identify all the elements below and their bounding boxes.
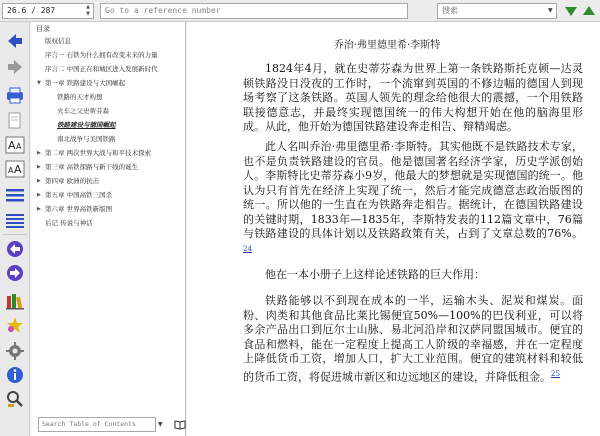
toc-item-label: 铁路建设与德国崛起 [57,121,116,129]
bookmark-icon[interactable] [4,314,26,336]
svg-text:A: A [8,139,16,152]
open-book-icon[interactable] [174,418,186,430]
toc-heading: 目录 [36,25,50,33]
paragraph-text: 他在一本小册子上这样论述铁路的巨大作用： [265,268,485,281]
forward-arrow-icon[interactable] [4,56,26,78]
footnote-link[interactable]: 25 [551,369,560,378]
footnote-link[interactable]: 24 [243,244,252,253]
reference-input[interactable]: Go to a reference number [100,3,408,19]
previous-chapter-icon[interactable] [4,238,26,260]
collapse-icon[interactable]: ▼ [37,80,41,86]
expand-icon[interactable]: ▶ [37,192,41,198]
toc-item-label: 第一章 铁路建设与大国崛起 [45,79,126,87]
toc-item[interactable] [31,216,186,230]
paragraph [243,268,583,283]
back-arrow-icon[interactable] [4,30,26,52]
next-match-icon[interactable] [564,4,578,18]
expand-icon[interactable]: ▶ [37,178,41,184]
reading-pane [187,22,600,436]
justify-icon[interactable] [4,210,26,232]
expand-icon[interactable]: ▶ [37,164,41,170]
toc-item-label: 第六章 世界高铁新版图 [45,205,113,213]
search-dropdown-icon[interactable]: ▼ [548,7,553,14]
toc-item[interactable] [31,118,186,132]
toc-item-label: 第四章 欧洲的抗击 [45,177,100,185]
toc-item[interactable] [31,132,186,146]
font-increase-icon[interactable] [4,134,26,156]
expand-icon[interactable]: ▶ [37,150,41,156]
toc-item[interactable] [31,174,186,188]
paragraph [243,140,583,260]
toc-item-label: 南北战争与美国铁路 [57,135,116,143]
toc-item[interactable] [31,146,186,160]
info-icon[interactable] [4,364,26,386]
table-of-contents-panel [31,22,186,436]
section-title: 乔治·弗里德里希·李斯特 [333,40,441,51]
print-icon[interactable] [4,84,26,106]
expand-icon[interactable]: ▶ [37,206,41,212]
toc-item-label: 序言一 石铁为什么拥有改变未来的力量 [45,51,158,59]
toc-item[interactable] [31,160,186,174]
font-decrease-icon[interactable] [4,158,26,180]
side-toolbar [0,22,30,436]
toc-item-label: 第三章 高铁探路与新干线的诞生 [45,163,139,171]
toc-search-input[interactable]: Search Table of Contents [38,417,156,432]
toc-item-label: 第五章 中国高铁三国杀 [45,191,113,199]
toc-list [31,34,186,230]
previous-match-icon[interactable] [582,4,596,18]
next-chapter-icon[interactable] [4,262,26,284]
paragraph-text: 此人名叫乔治·弗里德里希·李斯特。其实他既不是铁路技术专家，也不是负责铁路建设的官员。他是德国著名经济学家，历史学派创始人。李斯特比史蒂芬森小9岁，他最大的梦想就是实现德国的统一。他认为只有首先在经济上实现了统一，然后才能完成德意志政治版图的统一。所以他的一生直在为铁路奔走相告。据统计，在德国铁路建设的关键时期，1833年—1835年，李斯特发表的112篇文章中，76篇与铁路建设的具体计划以及铁路政策有关，占到了文章总数的76%。 [243,140,583,240]
top-toolbar [0,0,600,22]
toc-item[interactable] [31,90,186,104]
settings-icon[interactable] [4,340,26,362]
toc-item-label: 第二章 两次世界大战与和平技术探索 [45,149,152,157]
svg-text:A: A [14,163,22,176]
svg-text:A: A [8,166,14,175]
toc-item[interactable] [31,76,186,90]
toc-item-label: 版权信息 [45,37,71,45]
paragraph-text: 铁路能够以不到现在成本的一半，运输木头、泥炭和煤炭。面粉、肉类和其他食品比莱比锡便宜50%—100%的巴伐利亚，可以将多余产品出口到厄尔士山脉、易北河沿岸和汉萨同盟国城市。便宜的食品和燃料，能在一定程度上提高工人阶级的幸福感，并在一定程度上降低货币工资，增加人口，扩大工业范围。便宜的建筑材料和较低的货币工资，将促进城市新区和边远地区的建设，并降低租金。 [243,294,583,384]
toc-item[interactable] [31,104,186,118]
toc-item-label: 序言二 中国正在和城区进入发展新时代 [45,65,158,73]
toc-item-label: 火车之父史蒂芬森 [57,107,109,115]
toc-item[interactable] [31,34,186,48]
toc-item[interactable] [31,48,186,62]
svg-text:A: A [16,142,22,151]
line-spacing-icon[interactable] [4,184,26,206]
paragraph-text: 1824年4月，就在史蒂芬森为世界上第一条铁路斯托克顿—达灵顿铁路没日没夜的工作时，一个流窜到英国的不修边幅的德国人到现场考察了这条铁路。英国人领先的理念给他很大的震撼，一个用铁路联接德意志，并最终实现德国统一的伟大构想开始在他的脑海里形成。从此，他开始为德国铁路建设奔走相告、辩精竭虑。 [243,62,583,133]
toc-search-dropdown-icon[interactable]: ▼ [158,421,163,428]
toc-item[interactable] [31,188,186,202]
toc-item[interactable] [31,202,186,216]
search-icon[interactable] [4,388,26,410]
toc-item-label: 铁路的天才构想 [57,93,103,101]
toc-item[interactable] [31,62,186,76]
page-spinner[interactable]: ▲ ▼ [86,4,90,17]
search-input[interactable]: 搜索 [437,3,557,19]
paragraph [243,294,583,385]
library-icon[interactable] [4,290,26,312]
toc-item-label: 后记 传说与神话 [45,219,93,227]
page-icon[interactable] [4,110,26,132]
paragraph [243,62,583,135]
page-number-field[interactable]: 26.6 / 287 [2,3,94,19]
